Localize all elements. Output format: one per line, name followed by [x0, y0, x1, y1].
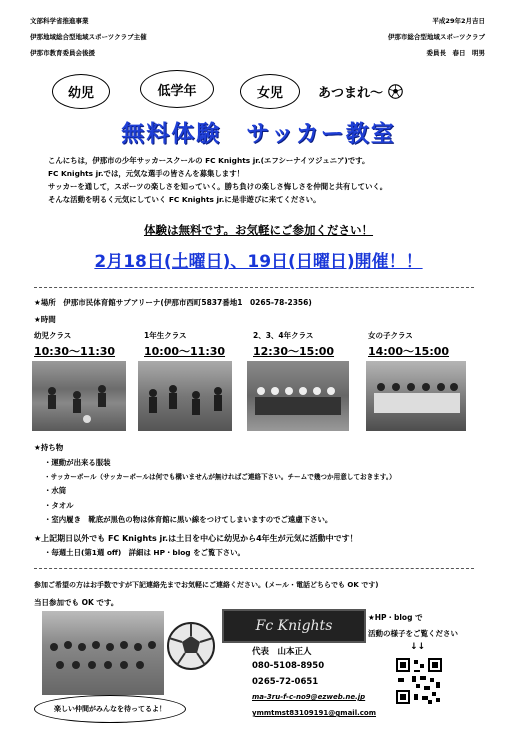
phone-landline: 0265-72-0651	[252, 677, 319, 687]
representative: 代表 山本正人	[252, 647, 312, 657]
tag-teigakunen: 低学年	[140, 70, 214, 108]
class-time-1: 10:30～11:30	[34, 345, 116, 358]
class-time-4: 14:00～15:00	[368, 345, 450, 358]
divider-bottom	[34, 568, 474, 569]
header-sponsor-3: 伊那市教育委員会後援	[30, 49, 95, 57]
speech-bubble: 楽しい仲間がみんなを待ってるよ！	[34, 695, 186, 723]
header-sponsor-2: 伊那地域総合型地域スポーツクラブ主催	[30, 33, 147, 41]
header-sponsor-1: 文部科学省推進事業	[30, 17, 89, 25]
item-towel: ・タオル	[44, 500, 74, 510]
hp-blog-line-1: ★HP・blog で	[368, 613, 423, 622]
event-date: 2月18日(土曜日)、19日(日曜日)開催！！	[94, 252, 423, 272]
weekly-info: ・毎週土日(第1週 off) 詳細は HP・blog をご覧下さい。	[44, 548, 245, 557]
items-label: ★持ち物	[34, 443, 64, 452]
photo-class-234nen	[247, 361, 349, 431]
header-chair: 委員長 春日 明男	[426, 49, 485, 57]
class-time-3: 12:30～15:00	[253, 345, 335, 358]
place-info: ★場所 伊那市民体育館サブアリーナ(伊那市西町5837番地1 0265-78-2356)	[34, 298, 312, 307]
header-date: 平成29年2月吉日	[432, 17, 485, 25]
activity-info: ★上記期日以外でも FC Knights jr.は土日を中心に幼児から4年生が元気に活動中です！	[34, 534, 358, 543]
soccer-ball-graphic-icon	[165, 620, 217, 672]
intro-text: こんにちは，伊那市の少年サッカースクールの FC Knights jr.(エフシーナイツジュニア)です。 FC Knights jr.では，元気な選手の皆さんを募集します！ サッカーを通して，スポーツの楽しさを知っていく。勝ち負けの楽しさ悔しさを仲間と共有していく。 そんな活動を明るく元気にしていく FC Knights jr.に是非遊びに来てください。	[48, 156, 388, 204]
class-name-4: 女の子クラス	[368, 331, 413, 340]
soccer-ball-icon	[388, 84, 403, 99]
atsumare-text: あつまれ～	[318, 82, 403, 101]
item-bottle: ・水筒	[44, 486, 67, 496]
class-name-2: 1年生クラス	[144, 331, 187, 340]
phone-mobile: 080-5108-8950	[252, 661, 325, 671]
tag-yoji: 幼児	[52, 74, 110, 109]
qr-code[interactable]	[394, 656, 444, 706]
sameday-info: 当日参加でも OK です。	[34, 598, 119, 607]
tag-joji: 女児	[240, 74, 300, 109]
divider-top	[34, 287, 474, 288]
email-ezweb[interactable]: ma-3ru-f-c-no9@ezweb.ne.jp	[252, 693, 366, 701]
item-shoes: ・室内履き 靴底が黒色の物は体育館に黒い線をつけてしまいますのでご遠慮下さい。	[44, 514, 333, 524]
apply-info: 参加ご希望の方はお手数ですが下記連絡先までお気軽にご連絡ください。(メール・電話どちらでも OK です)	[34, 581, 379, 589]
hp-blog-line-2: 活動の様子をご覧ください	[368, 629, 458, 638]
free-notice: 体験は無料です。お気軽にご参加ください！	[143, 223, 374, 237]
class-name-3: 2、3、4年クラス	[253, 331, 314, 340]
fc-knights-logo: Fc Knights	[222, 609, 366, 643]
page-title: 無料体験 サッカー教室	[121, 121, 396, 147]
class-name-1: 幼児クラス	[34, 331, 72, 340]
photo-class-yoji	[32, 361, 126, 431]
photo-class-1nen	[138, 361, 232, 431]
email-gmail[interactable]: ymmtmst83109191@gmail.com	[252, 709, 377, 717]
arrows-down-icon: ↓↓	[410, 642, 426, 652]
time-label: ★時間	[34, 315, 56, 324]
group-photo	[42, 611, 164, 695]
header-club: 伊那市総合型地域スポーツクラブ	[387, 33, 485, 41]
items-list	[44, 456, 396, 527]
item-ball: ・サッカーボール（サッカーボールは何でも構いませんが無ければご連絡下さい。チームで幾つか用意しておきます。）	[44, 473, 396, 482]
item-clothes: ・運動が出来る服装	[44, 458, 111, 467]
photo-class-girls	[366, 361, 466, 431]
class-time-2: 10:00～11:30	[144, 345, 226, 358]
